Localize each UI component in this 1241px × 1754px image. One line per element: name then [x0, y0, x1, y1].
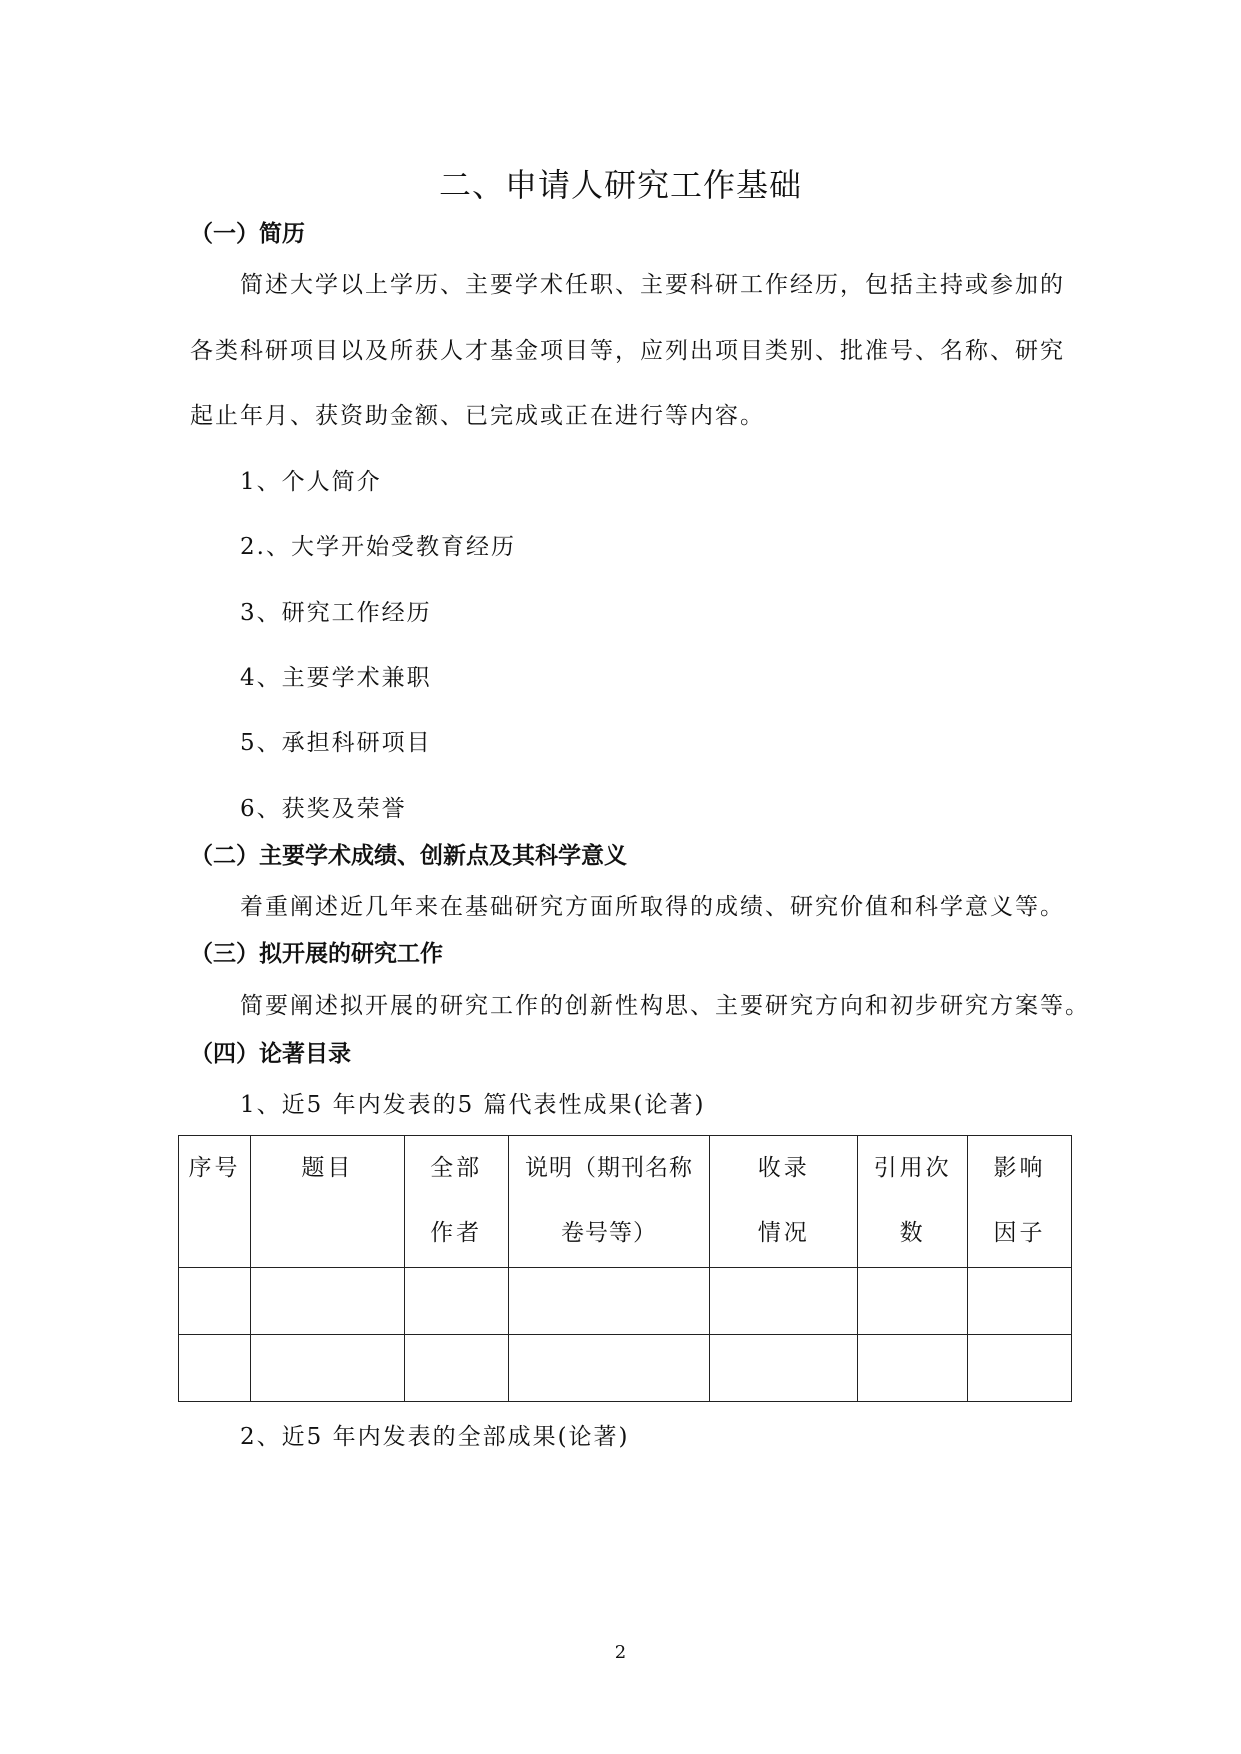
paragraph-line: 简述大学以上学历、主要学术任职、主要科研工作经历，包括主持或参加的	[240, 272, 1065, 298]
header-text: 说明（期刊名称	[524, 1155, 693, 1181]
list-item: 6、获奖及荣誉	[240, 796, 407, 822]
table-cell[interactable]	[179, 1268, 251, 1335]
paragraph-line: 各类科研项目以及所获人才基金项目等，应列出项目类别、批准号、名称、研究	[190, 338, 1065, 364]
table-cell[interactable]	[858, 1268, 968, 1335]
header-cell	[250, 1136, 404, 1268]
header-cell	[858, 1136, 968, 1268]
header-text: 序号	[188, 1155, 241, 1181]
header-cell	[179, 1136, 251, 1268]
paragraph-line: 简要阐述拟开展的研究工作的创新性构思、主要研究方向和初步研究方案等。	[240, 993, 1090, 1019]
header-cell	[968, 1136, 1072, 1268]
list-item: 2.、大学开始受教育经历	[240, 534, 516, 560]
section-heading-resume: （一）简历	[190, 221, 305, 247]
table-row	[179, 1335, 1072, 1402]
section-heading-achievements: （二）主要学术成绩、创新点及其科学意义	[190, 843, 627, 869]
list-item: 1、个人简介	[240, 469, 382, 495]
table-cell[interactable]	[508, 1268, 710, 1335]
table-cell[interactable]	[858, 1335, 968, 1402]
table-cell[interactable]	[404, 1268, 508, 1335]
paragraph-line: 起止年月、获资助金额、已完成或正在进行等内容。	[190, 403, 765, 429]
table-cell[interactable]	[710, 1268, 858, 1335]
table-cell[interactable]	[250, 1335, 404, 1402]
header-text: 因子	[993, 1220, 1046, 1246]
list-item: 4、主要学术兼职	[240, 665, 432, 691]
header-text: 影响	[993, 1155, 1046, 1181]
header-text: 数	[899, 1220, 926, 1246]
header-text: 引用次	[873, 1155, 952, 1181]
publications-table	[178, 1135, 1072, 1402]
table-cell[interactable]	[404, 1335, 508, 1402]
paragraph-line: 着重阐述近几年来在基础研究方面所取得的成绩、研究价值和科学意义等。	[240, 894, 1065, 920]
header-text: 全部	[430, 1155, 483, 1181]
section-heading-publications: （四）论著目录	[190, 1041, 351, 1067]
table-row	[179, 1268, 1072, 1335]
list-item: 2、近5 年内发表的全部成果(论著)	[240, 1424, 630, 1450]
list-item: 3、研究工作经历	[240, 600, 432, 626]
header-text: 题目	[301, 1155, 354, 1181]
list-item: 5、承担科研项目	[240, 730, 432, 756]
list-item: 1、近5 年内发表的5 篇代表性成果(论著)	[240, 1092, 706, 1118]
header-cell	[710, 1136, 858, 1268]
table-cell[interactable]	[968, 1268, 1072, 1335]
table-cell[interactable]	[250, 1268, 404, 1335]
header-cell	[508, 1136, 710, 1268]
table-cell[interactable]	[508, 1335, 710, 1402]
page-number: 2	[614, 1642, 627, 1663]
table-cell[interactable]	[968, 1335, 1072, 1402]
table-cell[interactable]	[179, 1335, 251, 1402]
table-header-row	[179, 1136, 1072, 1268]
table-cell[interactable]	[710, 1335, 858, 1402]
header-text: 作者	[430, 1220, 483, 1246]
page-title: 二、申请人研究工作基础	[438, 166, 802, 204]
header-text: 卷号等）	[560, 1220, 657, 1246]
section-heading-planned-work: （三）拟开展的研究工作	[190, 941, 443, 967]
header-text: 收录	[757, 1155, 810, 1181]
header-cell	[404, 1136, 508, 1268]
header-text: 情况	[757, 1220, 810, 1246]
